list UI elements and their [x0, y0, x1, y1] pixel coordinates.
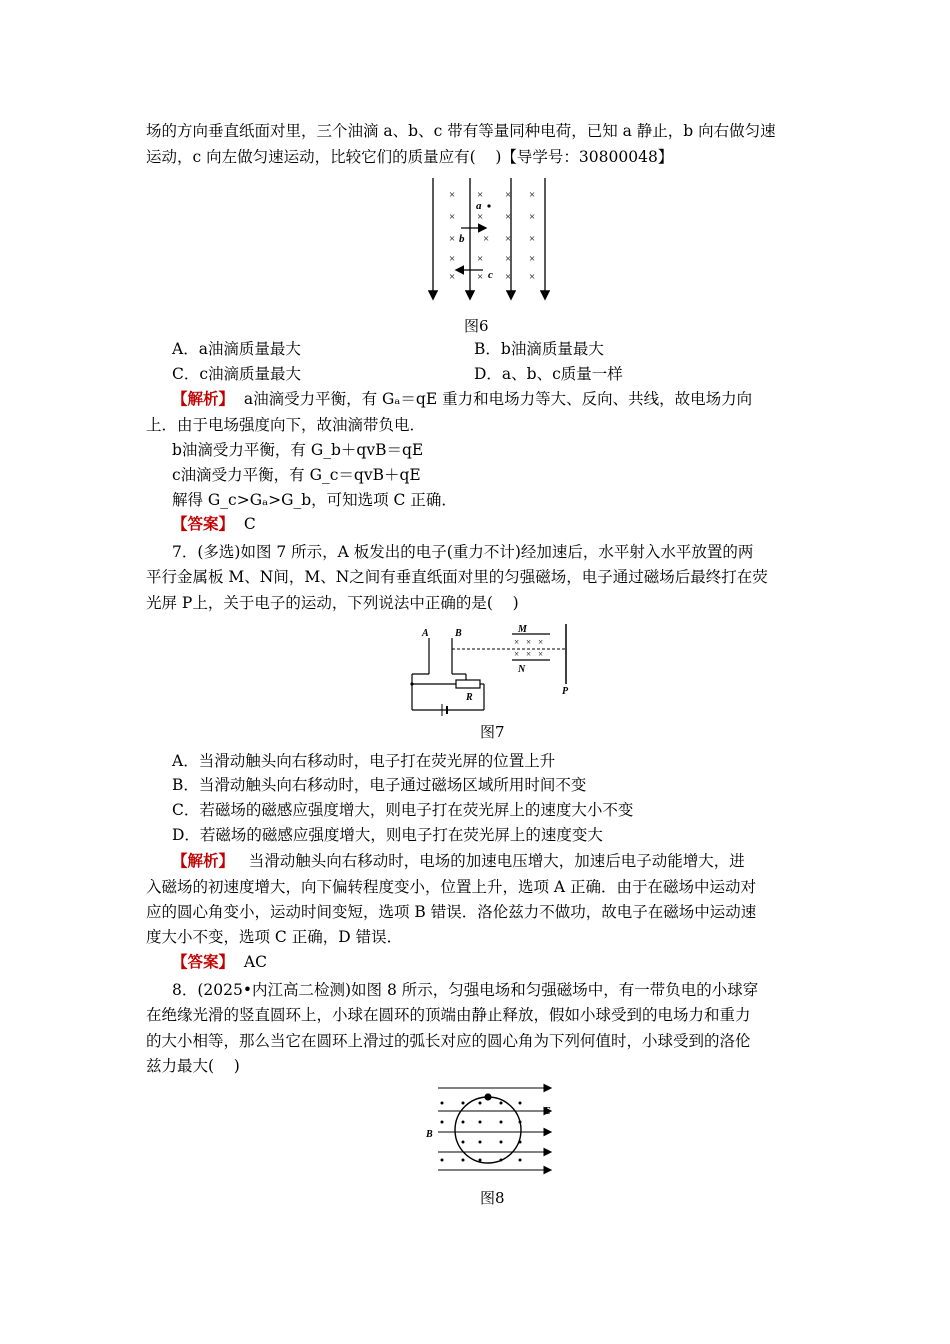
q6-analysis-line3: b油滴受力平衡，有 G_b＋qvB＝qE [172, 441, 424, 459]
q7-stem-line3: 光屏 P上，关于电子的运动，下列说法中正确的是( ) [146, 594, 519, 612]
figure-7-diagram [408, 624, 580, 716]
q7-option-d: D．若磁场的磁感应强度增大，则电子打在荧光屏上的速度变大 [172, 826, 603, 844]
svg-text:×: × [505, 271, 512, 283]
q6-option-c: C．c油滴质量最大 [172, 365, 302, 383]
fig7-label-A: A [422, 628, 429, 639]
q6-answer: C [234, 515, 256, 533]
q6-option-d: D．a、b、c质量一样 [474, 365, 623, 383]
analysis-tag: 【解析】 [172, 389, 235, 408]
fig7-label-M: M [518, 624, 527, 635]
q8-stem-line4: 兹力最大( ) [146, 1057, 240, 1075]
svg-text:×: × [505, 189, 512, 201]
figure-8-caption: 图8 [480, 1189, 505, 1207]
fig6-label-c: c [488, 269, 493, 281]
q7-answer-line [172, 951, 267, 973]
q7-option-a: A．当滑动触头向右移动时，电子打在荧光屏的位置上升 [172, 752, 556, 770]
q7-option-b: B．当滑动触头向右移动时，电子通过磁场区域所用时间不变 [172, 776, 587, 794]
answer-tag: 【答案】 [172, 514, 235, 533]
svg-text:×: × [526, 637, 532, 647]
fig7-label-P: P [562, 686, 569, 697]
svg-text:×: × [505, 253, 512, 265]
fig7-label-R: R [466, 692, 473, 703]
svg-text:×: × [449, 211, 456, 223]
svg-text:×: × [514, 649, 520, 659]
q7-answer: AC [234, 953, 267, 971]
svg-text:×: × [529, 211, 536, 223]
svg-text:×: × [529, 253, 536, 265]
q6-stem-line2: 运动，c 向左做匀速运动，比较它们的质量应有( )【导学号：30800048】 [146, 148, 674, 166]
q7-analysis-line3: 应的圆心角变小，运动时间变短，选项 B 错误．洛伦兹力不做功，故电子在磁场中运动速 [146, 903, 757, 921]
q6-answer-line [172, 513, 256, 535]
q7-analysis-text1: 当滑动触头向右移动时，电场的加速电压增大，加速后电子动能增大，进 [234, 852, 745, 870]
svg-text:×: × [477, 189, 484, 201]
q6-option-b: B．b油滴质量最大 [474, 340, 604, 358]
svg-text:×: × [529, 189, 536, 201]
fig7-label-B: B [455, 628, 462, 639]
svg-text:×: × [538, 637, 544, 647]
svg-text:×: × [483, 233, 490, 245]
q6-analysis-line4: c油滴受力平衡，有 G_c＝qvB＋qE [172, 466, 421, 484]
answer-tag: 【答案】 [172, 952, 235, 971]
fig8-label-B: B [426, 1129, 433, 1140]
analysis-tag: 【解析】 [172, 851, 235, 870]
q7-analysis-line4: 度大小不变，选项 C 正确，D 错误． [146, 928, 403, 946]
fig7-label-N: N [518, 664, 526, 675]
svg-text:×: × [505, 211, 512, 223]
svg-text:×: × [477, 211, 484, 223]
svg-text:×: × [477, 253, 484, 265]
q7-option-c: C．若磁场的磁感应强度增大，则电子打在荧光屏上的速度大小不变 [172, 801, 634, 819]
figure-7-caption: 图7 [480, 723, 505, 741]
svg-text:×: × [449, 233, 456, 245]
svg-text:×: × [538, 649, 544, 659]
fig6-label-b: b [459, 233, 465, 245]
svg-text:×: × [449, 253, 456, 265]
q6-analysis-line5: 解得 G_c>Gₐ>G_b，可知选项 C 正确． [172, 491, 457, 509]
q7-stem-line1: 7．(多选)如图 7 所示，A 板发出的电子(重力不计)经加速后，水平射入水平放置的两 [172, 543, 754, 561]
q6-stem-line1: 场的方向垂直纸面对里，三个油滴 a、b、c 带有等量同种电荷，已知 a 静止，b 向右做匀速 [146, 122, 776, 140]
q7-stem-line2: 平行金属板 M、N间，M、N之间有垂直纸面对里的匀强磁场，电子通过磁场后最终打在荧 [146, 568, 768, 586]
q8-stem-line1: 8．(2025•内江高二检测)如图 8 所示，匀强电场和匀强磁场中，有一带负电的小球穿 [172, 981, 759, 999]
fig8-label-E: E [544, 1106, 551, 1117]
svg-text:×: × [529, 233, 536, 245]
q7-analysis-line2: 入磁场的初速度增大，向下偏转程度变小，位置上升，选项 A 正确．由于在磁场中运动对 [146, 878, 757, 896]
svg-text:×: × [529, 271, 536, 283]
q6-analysis-line1 [172, 388, 752, 410]
q6-analysis-line2: 上．由于电场强度向下，故油滴带负电． [146, 416, 426, 434]
fig6-label-a: a [476, 200, 482, 212]
q7-analysis-line1 [172, 850, 745, 872]
figure-8-diagram [424, 1082, 564, 1176]
figure-6-caption: 图6 [464, 317, 489, 335]
svg-text:×: × [477, 271, 484, 283]
q8-stem-line3: 的大小相等，那么当它在圆环上滑过的弧长对应的圆心角为下列何值时，小球受到的洛伦 [146, 1032, 751, 1050]
svg-text:×: × [449, 189, 456, 201]
figure-6-diagram [425, 176, 555, 306]
q6-analysis-text1: a油滴受力平衡，有 Gₐ＝qE 重力和电场力等大、反向、共线，故电场力向 [234, 390, 753, 408]
svg-text:×: × [505, 233, 512, 245]
svg-text:×: × [526, 649, 532, 659]
svg-text:×: × [514, 637, 520, 647]
q6-option-a: A．a油滴质量最大 [172, 340, 301, 358]
q8-stem-line2: 在绝缘光滑的竖直圆环上，小球在圆环的顶端由静止释放，假如小球受到的电场力和重力 [146, 1006, 751, 1024]
svg-text:×: × [449, 271, 456, 283]
